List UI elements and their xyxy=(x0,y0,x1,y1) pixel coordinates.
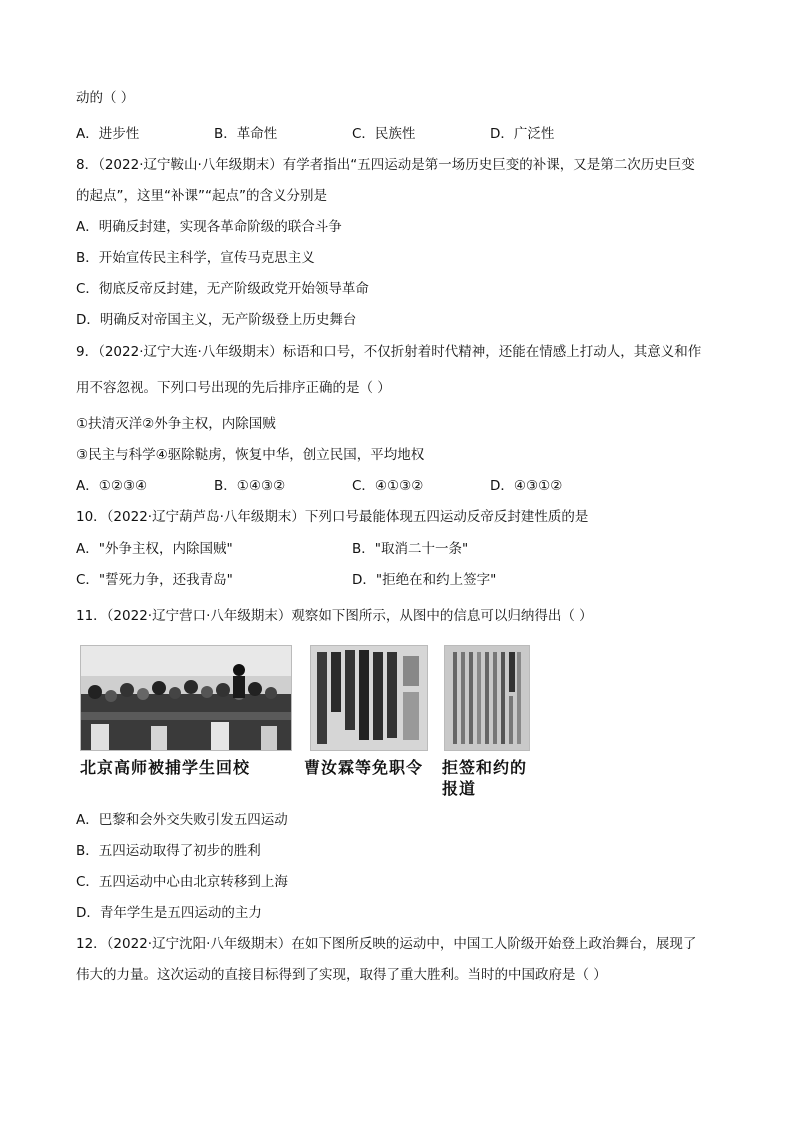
q8-option-b: B．开始宣传民主科学，宣传马克思主义 xyxy=(76,250,315,266)
q9-stem-line2: 用不容忽视。下列口号出现的先后排序正确的是（ ） xyxy=(76,380,391,396)
caption-treaty-report-line1: 拒签和约的 xyxy=(442,758,528,777)
q11-stem: 11．（2022·辽宁营口·八年级期末）观察如下图所示，从图中的信息可以归纳得出（ ） xyxy=(76,608,593,624)
q9-option-c: C．④①③② xyxy=(352,478,424,494)
q10-option-c: C．"誓死力争，还我青岛" xyxy=(76,572,233,588)
q7-option-a: A．进步性 xyxy=(76,126,140,142)
q7-stem-end: 动的（ ） xyxy=(76,90,135,106)
q12-stem-line1: 12．（2022·辽宁沈阳·八年级期末）在如下图所反映的运动中，中国工人阶级开始登上政治舞台，展现了 xyxy=(76,936,697,952)
q11-option-c: C．五四运动中心由北京转移到上海 xyxy=(76,874,288,890)
caption-dismissal-order: 曹汝霖等免职令 xyxy=(304,758,424,777)
students-photo xyxy=(80,645,292,751)
q7-option-c: C．民族性 xyxy=(352,126,416,142)
q8-option-d: D．明确反对帝国主义，无产阶级登上历史舞台 xyxy=(76,312,357,328)
q11-option-a: A．巴黎和会外交失败引发五四运动 xyxy=(76,812,288,828)
q11-option-b: B．五四运动取得了初步的胜利 xyxy=(76,843,261,859)
q8-option-c: C．彻底反帝反封建，无产阶级政党开始领导革命 xyxy=(76,281,369,297)
q9-option-b: B．①④③② xyxy=(214,478,286,494)
q8-option-a: A．明确反封建，实现各革命阶级的联合斗争 xyxy=(76,219,342,235)
q10-stem: 10．（2022·辽宁葫芦岛·八年级期末）下列口号最能体现五四运动反帝反封建性质的是 xyxy=(76,509,589,525)
q9-stem-line1: 9．（2022·辽宁大连·八年级期末）标语和口号，不仅折射着时代精神，还能在情感上打动人，其意义和作 xyxy=(76,344,702,360)
q11-option-d: D．青年学生是五四运动的主力 xyxy=(76,905,262,921)
q12-stem-line2: 伟大的力量。这次运动的直接目标得到了实现，取得了重大胜利。当时的中国政府是（ ） xyxy=(76,967,607,983)
newspaper-report-photo xyxy=(444,645,530,751)
q9-slogans-line2: ③民主与科学④驱除鞑虏，恢复中华，创立民国，平均地权 xyxy=(76,447,425,463)
q7-option-b: B．革命性 xyxy=(214,126,278,142)
q9-slogans-line1: ①扶清灭洋②外争主权，内除国贼 xyxy=(76,416,276,432)
dismissal-order-photo xyxy=(310,645,428,751)
q10-option-a: A．"外争主权，内除国贼" xyxy=(76,541,233,557)
q10-option-d: D．"拒绝在和约上签字" xyxy=(352,572,497,588)
caption-students-return: 北京高师被捕学生回校 xyxy=(80,758,251,777)
q10-option-b: B．"取消二十一条" xyxy=(352,541,469,557)
q7-option-d: D．广泛性 xyxy=(490,126,555,142)
q8-stem-line1: 8．（2022·辽宁鞍山·八年级期末）有学者指出“五四运动是第一场历史巨变的补课，又是第二次历史巨变 xyxy=(76,157,695,173)
q9-option-d: D．④③①② xyxy=(490,478,563,494)
q9-option-a: A．①②③④ xyxy=(76,478,148,494)
q8-stem-line2: 的起点”，这里“补课”“起点”的含义分别是 xyxy=(76,188,327,204)
caption-treaty-report-line2: 报道 xyxy=(442,779,477,798)
